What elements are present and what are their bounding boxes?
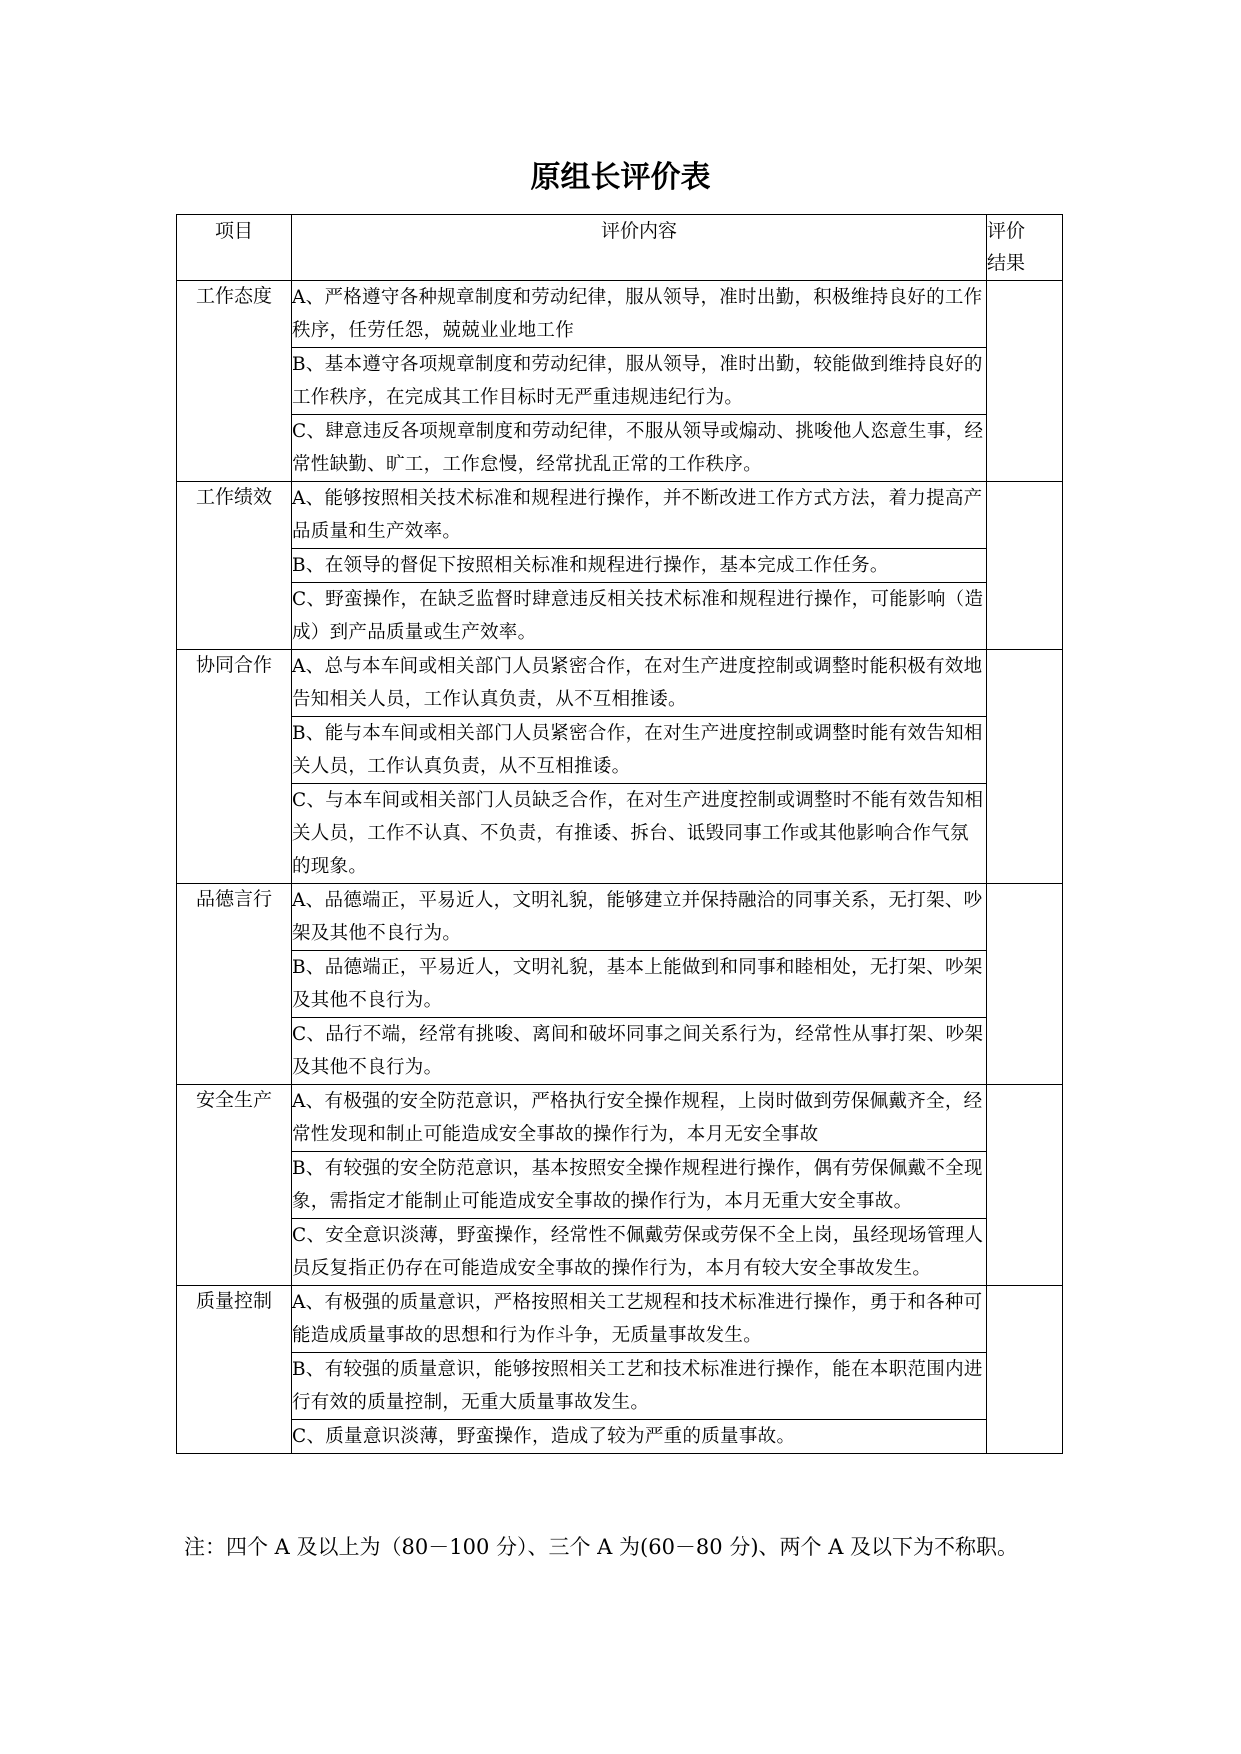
header-result: 评价 结果 (987, 215, 1063, 281)
row-item-label: 工作绩效 (177, 482, 292, 650)
criteria-option: C、质量意识淡薄，野蛮操作，造成了较为严重的质量事故。 (292, 1420, 987, 1454)
row-item-label: 品德言行 (177, 884, 292, 1085)
result-cell[interactable] (987, 482, 1063, 650)
table-row (177, 650, 1063, 717)
criteria-option: C、肆意违反各项规章制度和劳动纪律，不服从领导或煽动、挑唆他人恣意生事，经常性缺勤、旷工，工作怠慢，经常扰乱正常的工作秩序。 (292, 415, 987, 482)
row-item-label: 协同合作 (177, 650, 292, 884)
table-row (177, 348, 1063, 415)
criteria-option: A、严格遵守各种规章制度和劳动纪律，服从领导，准时出勤，积极维持良好的工作秩序，任劳任怨，兢兢业业地工作 (292, 281, 987, 348)
criteria-option: C、安全意识淡薄，野蛮操作，经常性不佩戴劳保或劳保不全上岗，虽经现场管理人员反复指正仍存在可能造成安全事故的操作行为，本月有较大安全事故发生。 (292, 1219, 987, 1286)
table-body (177, 281, 1063, 1454)
criteria-option: C、品行不端，经常有挑唆、离间和破坏同事之间关系行为，经常性从事打架、吵架及其他不良行为。 (292, 1018, 987, 1085)
criteria-option: C、野蛮操作，在缺乏监督时肆意违反相关技术标准和规程进行操作，可能影响（造成）到产品质量或生产效率。 (292, 583, 987, 650)
table-row (177, 1420, 1063, 1454)
evaluation-table (176, 214, 1063, 1454)
criteria-option: A、有极强的安全防范意识，严格执行安全操作规程，上岗时做到劳保佩戴齐全，经常性发现和制止可能造成安全事故的操作行为，本月无安全事故 (292, 1085, 987, 1152)
result-cell[interactable] (987, 281, 1063, 482)
row-item-label: 安全生产 (177, 1085, 292, 1286)
table-row (177, 1353, 1063, 1420)
criteria-option: A、品德端正，平易近人，文明礼貌，能够建立并保持融洽的同事关系，无打架、吵架及其他不良行为。 (292, 884, 987, 951)
result-cell[interactable] (987, 884, 1063, 1085)
table-row (177, 482, 1063, 549)
table-row (177, 1152, 1063, 1219)
header-item: 项目 (177, 215, 292, 281)
table-row (177, 784, 1063, 884)
criteria-option: B、有较强的安全防范意识，基本按照安全操作规程进行操作，偶有劳保佩戴不全现象，需指定才能制止可能造成安全事故的操作行为，本月无重大安全事故。 (292, 1152, 987, 1219)
criteria-option: B、能与本车间或相关部门人员紧密合作，在对生产进度控制或调整时能有效告知相关人员，工作认真负责，从不互相推诿。 (292, 717, 987, 784)
table-row (177, 281, 1063, 348)
criteria-option: B、有较强的质量意识，能够按照相关工艺和技术标准进行操作，能在本职范围内进行有效的质量控制，无重大质量事故发生。 (292, 1353, 987, 1420)
criteria-option: B、基本遵守各项规章制度和劳动纪律，服从领导，准时出勤，较能做到维持良好的工作秩序，在完成其工作目标时无严重违规违纪行为。 (292, 348, 987, 415)
row-item-label: 质量控制 (177, 1286, 292, 1454)
table-row (177, 1018, 1063, 1085)
criteria-option: A、有极强的质量意识，严格按照相关工艺规程和技术标准进行操作，勇于和各种可能造成质量事故的思想和行为作斗争，无质量事故发生。 (292, 1286, 987, 1353)
row-item-label: 工作态度 (177, 281, 292, 482)
table-row (177, 415, 1063, 482)
footnote: 注：四个 A 及以上为（80－100 分）、三个 A 为(60－80 分)、两个 A 及以下为不称职。 (184, 1535, 1019, 1559)
criteria-option: B、品德端正，平易近人，文明礼貌，基本上能做到和同事和睦相处，无打架、吵架及其他不良行为。 (292, 951, 987, 1018)
criteria-option: A、能够按照相关技术标准和规程进行操作，并不断改进工作方式方法，着力提高产品质量和生产效率。 (292, 482, 987, 549)
result-cell[interactable] (987, 1085, 1063, 1286)
table-row (177, 717, 1063, 784)
criteria-option: B、在领导的督促下按照相关标准和规程进行操作，基本完成工作任务。 (292, 549, 987, 583)
page-title: 原组长评价表 (530, 160, 711, 195)
header-content: 评价内容 (292, 215, 987, 281)
table-row (177, 583, 1063, 650)
criteria-option: C、与本车间或相关部门人员缺乏合作，在对生产进度控制或调整时不能有效告知相关人员，工作不认真、不负责，有推诿、拆台、诋毁同事工作或其他影响合作气氛的现象。 (292, 784, 987, 884)
result-cell[interactable] (987, 1286, 1063, 1454)
criteria-option: A、总与本车间或相关部门人员紧密合作，在对生产进度控制或调整时能积极有效地告知相关人员，工作认真负责，从不互相推诿。 (292, 650, 987, 717)
table-row (177, 1286, 1063, 1353)
table-row (177, 951, 1063, 1018)
result-cell[interactable] (987, 650, 1063, 884)
table-header-row (177, 215, 1063, 281)
table-row (177, 1085, 1063, 1152)
table-row (177, 884, 1063, 951)
table-row (177, 1219, 1063, 1286)
table-row (177, 549, 1063, 583)
